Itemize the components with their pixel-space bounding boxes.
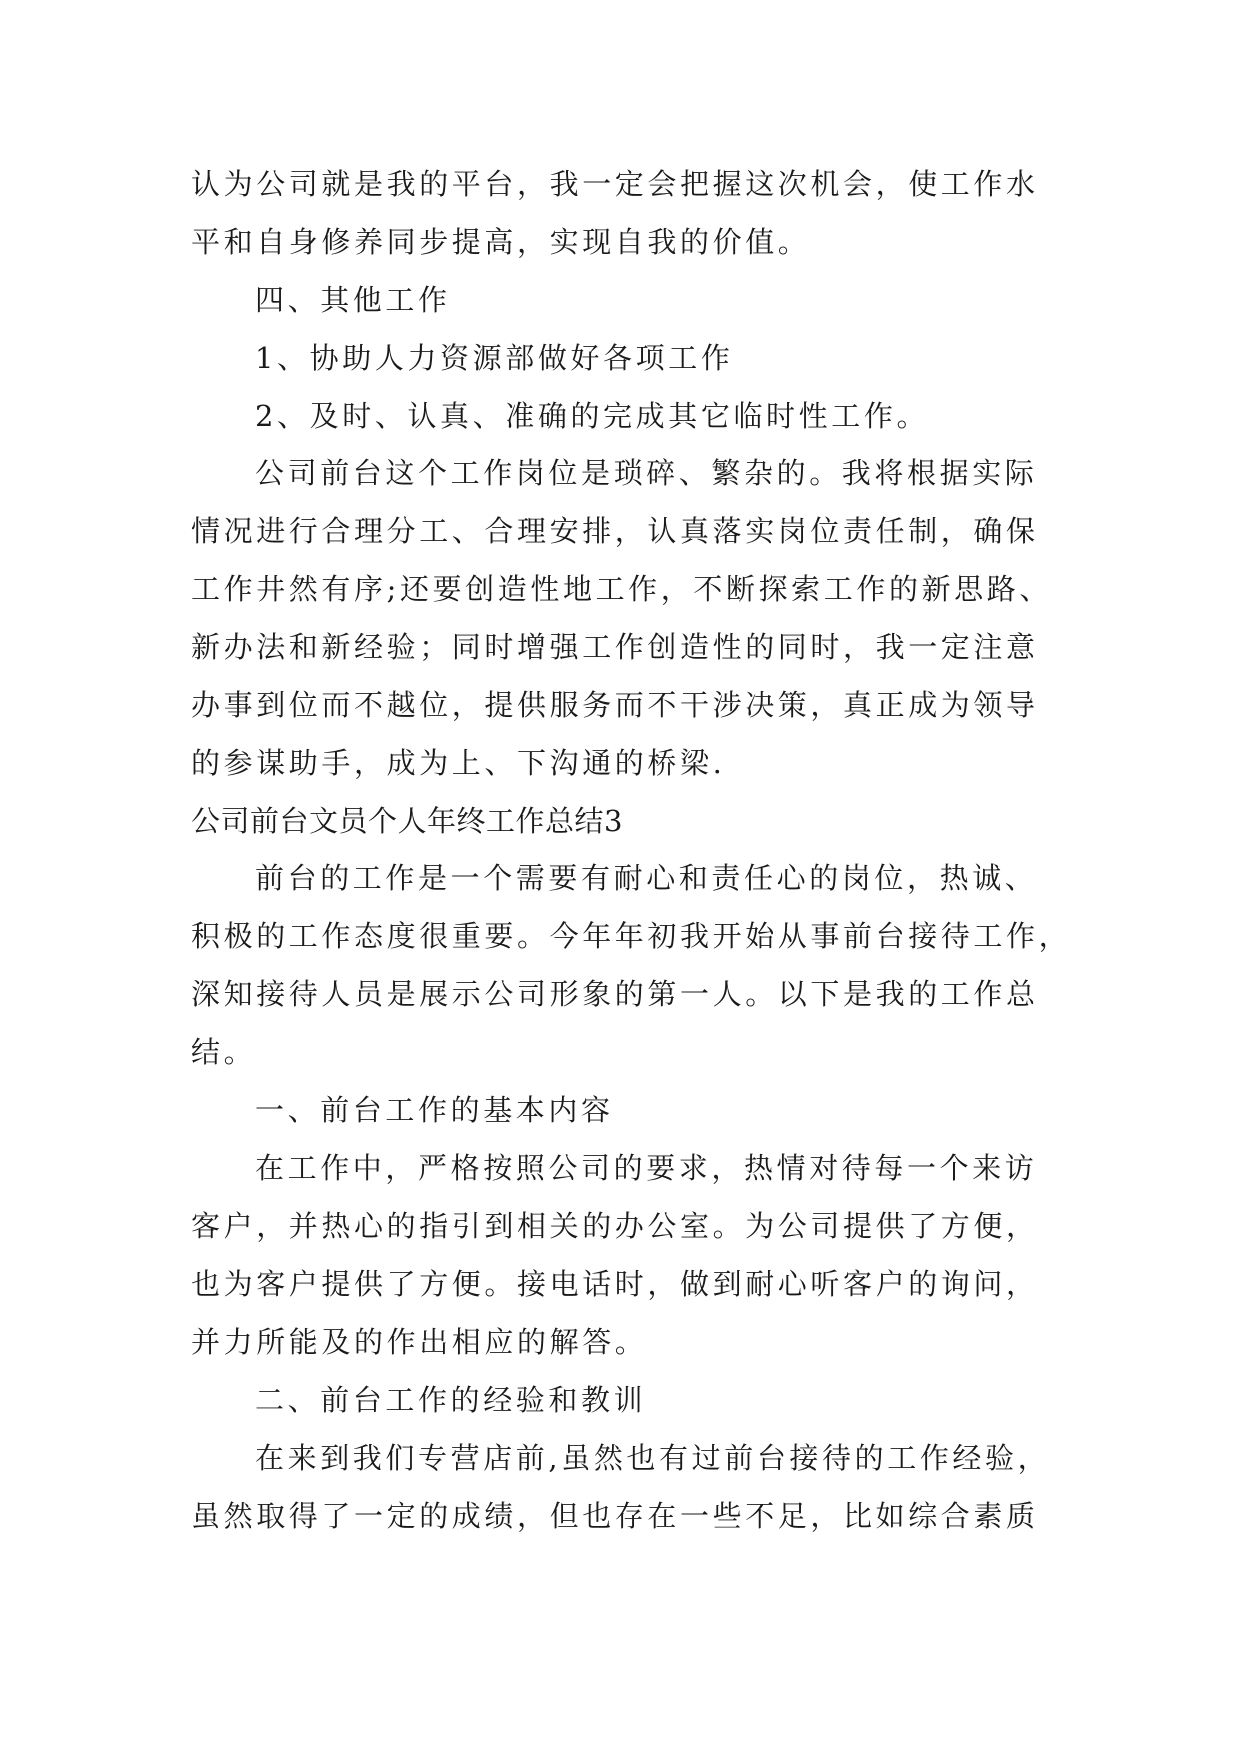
paragraph-line: 也为客户提供了方便。接电话时，做到耐心听客户的询问， [191,1267,1039,1301]
paragraph-line: 的参谋助手，成为上、下沟通的桥梁. [191,746,726,780]
paragraph-line: 情况进行合理分工、合理安排，认真落实岗位责任制，确保 [191,514,1039,548]
document-title: 公司前台文员个人年终工作总结3 [191,804,623,838]
paragraph-line: 在工作中，严格按照公司的要求，热情对待每一个来访 [255,1151,1038,1185]
paragraph-line: 工作井然有序;还要创造性地工作，不断探索工作的新思路、 [191,572,1052,606]
section-heading: 四、其他工作 [255,283,451,317]
paragraph-line: 新办法和新经验；同时增强工作创造性的同时，我一定注意 [191,630,1039,664]
list-item: 2、及时、认真、准确的完成其它临时性工作。 [255,399,930,433]
paragraph-line: 深知接待人员是展示公司形象的第一人。以下是我的工作总 [191,977,1039,1011]
paragraph-line: 认为公司就是我的平台，我一定会把握这次机会，使工作水 [191,167,1039,201]
paragraph-line: 并力所能及的作出相应的解答。 [191,1325,648,1359]
paragraph-line: 在来到我们专营店前,虽然也有过前台接待的工作经验， [255,1441,1051,1475]
section-heading: 二、前台工作的经验和教训 [255,1383,647,1417]
paragraph-line: 客户，并热心的指引到相关的办公室。为公司提供了方便， [191,1209,1039,1243]
paragraph-line: 办事到位而不越位，提供服务而不干涉决策，真正成为领导 [191,688,1039,722]
paragraph-line: 结。 [191,1035,257,1069]
section-heading: 一、前台工作的基本内容 [255,1093,614,1127]
paragraph-line: 积极的工作态度很重要。今年年初我开始从事前台接待工作， [191,919,1072,953]
paragraph-line: 虽然取得了一定的成绩，但也存在一些不足，比如综合素质 [191,1499,1039,1533]
paragraph-line: 公司前台这个工作岗位是琐碎、繁杂的。我将根据实际 [255,456,1038,490]
paragraph-line: 平和自身修养同步提高，实现自我的价值。 [191,225,811,259]
list-item: 1、协助人力资源部做好各项工作 [255,341,734,375]
paragraph-line: 前台的工作是一个需要有耐心和责任心的岗位，热诚、 [255,861,1038,895]
